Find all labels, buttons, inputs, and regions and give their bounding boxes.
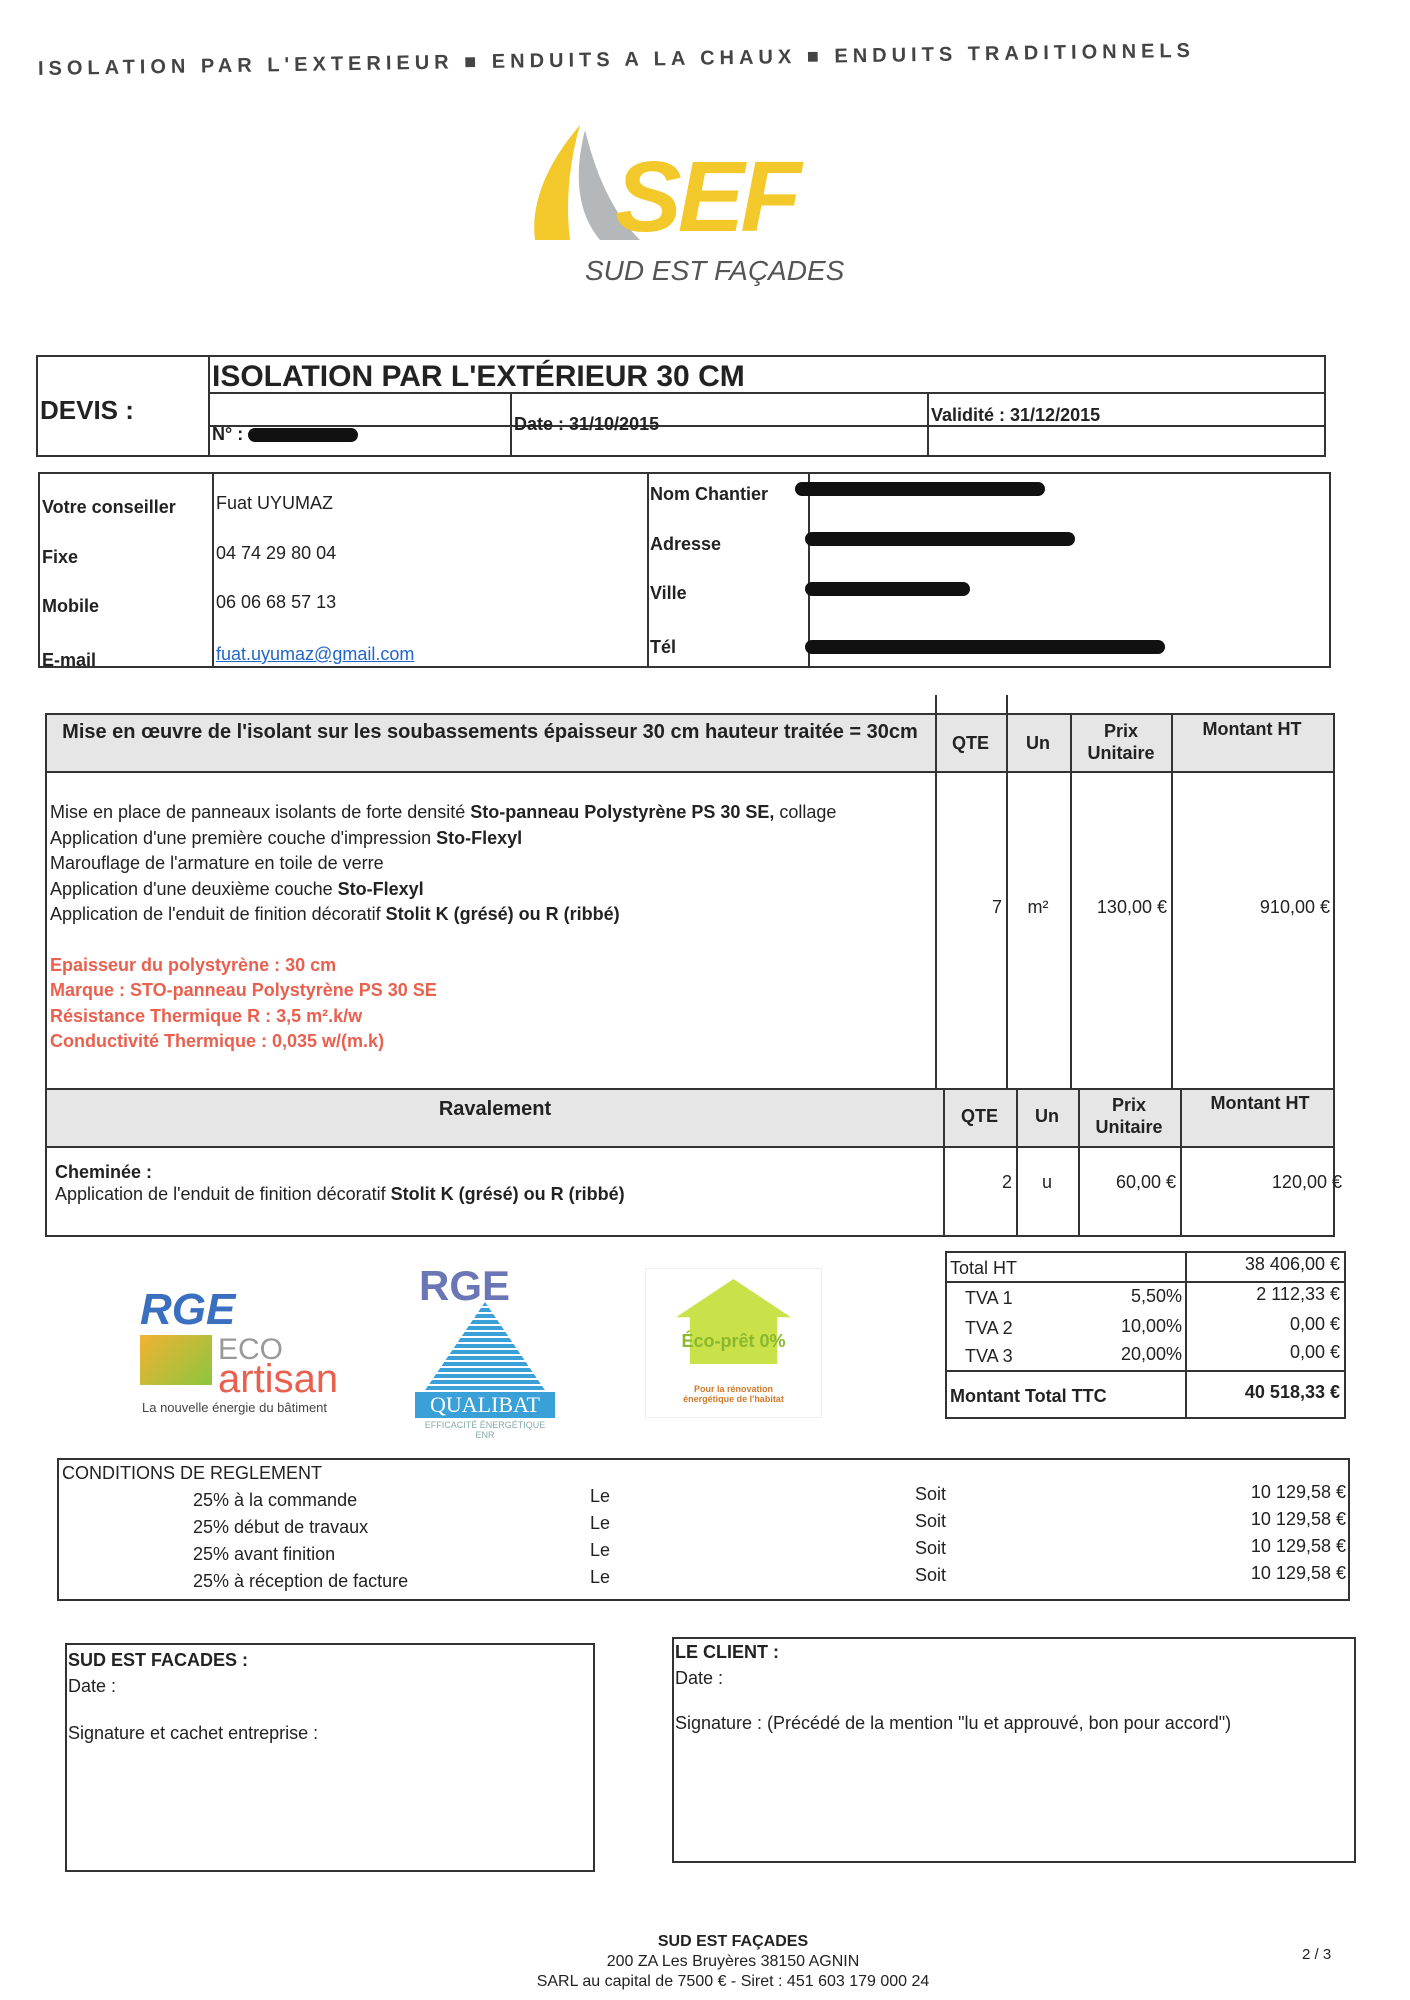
section2-pu: 60,00 € (1115, 1172, 1176, 1192)
tva3-rate: 20,00% (1120, 1344, 1182, 1364)
eco-text: ECO (218, 1333, 284, 1366)
rge2-text: RGE (419, 1262, 511, 1309)
footer-address: 200 ZA Les Bruyères 38150 AGNIN (606, 1953, 860, 1970)
tva1-amount: 2 112,33 € (1256, 1284, 1340, 1304)
tva3-label: TVA 3 (965, 1346, 1013, 1366)
ttc-label: Montant Total TTC (950, 1386, 1107, 1406)
col-qte: QTE (951, 733, 989, 753)
col2-pu: Prix Unitaire (1095, 1095, 1163, 1137)
company-logo (510, 120, 940, 300)
section1-qte: 7 (991, 897, 1002, 917)
conditions-title: CONDITIONS DE REGLEMENT (62, 1463, 323, 1483)
email-label: E-mail (42, 650, 97, 670)
section2-montant: 120,00 € (1271, 1172, 1342, 1192)
col-montant: Montant HT (1202, 719, 1302, 739)
section2-line: Application de l'enduit de finition décoratif Stolit K (grésé) ou R (ribbé) (55, 1184, 625, 1204)
email-link[interactable]: fuat.uyumaz@gmail.com (216, 644, 415, 664)
redacted-address (805, 532, 1075, 546)
qualibat-text: QUALIBAT (415, 1392, 555, 1418)
company-signature-box[interactable] (65, 1643, 595, 1872)
logo-text: SEF (615, 141, 798, 253)
devis-number-label: N° : (212, 424, 244, 444)
condition-row: 25% avant finition Le Soit 10 129,58 € (193, 1536, 1346, 1564)
qualibat-subtext: EFFICACITÉ ÉNERGÉTIQUE ENR (424, 1420, 546, 1440)
conditions-rows (0, 1482, 1410, 1598)
col2-montant: Montant HT (1210, 1093, 1310, 1113)
redacted-number (248, 428, 358, 442)
eco-pret-text: Éco-prêt 0% (681, 1331, 786, 1351)
section1-montant: 910,00 € (1259, 897, 1330, 917)
rge-qualibat-logo (415, 1262, 555, 1440)
mobile-value: 06 06 68 57 13 (216, 592, 337, 612)
fixe-label: Fixe (42, 547, 79, 567)
spec-3: Résistance Thermique R : 3,5 m².k/w (50, 1005, 363, 1026)
section1-lines (50, 800, 836, 1055)
client-date: Date : (675, 1668, 724, 1688)
total-ht-value: 38 406,00 € (1244, 1254, 1340, 1274)
eco-pret-subtext: Pour la rénovation énergétique de l'habitat (683, 1384, 784, 1404)
section2-item: Cheminée : (55, 1162, 153, 1182)
tva1-rate: 5,50% (1130, 1286, 1182, 1306)
footer-legal: SARL au capital de 7500 € - Siret : 451 603 179 000 24 (536, 1973, 930, 1990)
advisor-name: Fuat UYUMAZ (216, 493, 334, 513)
company-date: Date : (68, 1676, 117, 1696)
tva2-amount: 0,00 € (1289, 1314, 1340, 1334)
tva1-label: TVA 1 (965, 1288, 1013, 1308)
section1-pu: 130,00 € (1096, 897, 1167, 917)
ttc-value: 40 518,33 € (1244, 1382, 1340, 1402)
city-label: Ville (650, 583, 687, 603)
tel-label: Tél (650, 637, 677, 657)
company-sign-label: Signature et cachet entreprise : (68, 1723, 319, 1743)
section1-un: m² (1027, 897, 1049, 917)
col2-un: Un (1035, 1106, 1059, 1126)
condition-row: 25% à la commande Le Soit 10 129,58 € (193, 1482, 1346, 1510)
site-label: Nom Chantier (650, 484, 769, 504)
condition-row: 25% à réception de facture Le Soit 10 129,58 € (193, 1563, 1346, 1591)
col-pu: Prix Unitaire (1087, 721, 1155, 763)
logo-subtitle: SUD EST FAÇADES (585, 255, 845, 286)
devis-validity: Validité : 31/12/2015 (931, 405, 1101, 425)
line-5: Application de l'enduit de finition décoratif Stolit K (grésé) ou R (ribbé) (50, 904, 620, 924)
client-signature-box[interactable] (672, 1637, 1356, 1863)
col2-qte: QTE (960, 1106, 998, 1126)
spec-4: Conductivité Thermique : 0,035 w/(m.k) (50, 1031, 385, 1051)
tva2-rate: 10,00% (1120, 1316, 1182, 1336)
devis-title: ISOLATION PAR L'EXTÉRIEUR 30 CM (212, 360, 745, 393)
condition-row: 25% début de travaux Le Soit 10 129,58 € (193, 1509, 1346, 1537)
artisan-text: artisan (218, 1357, 339, 1401)
devis-date: Date : 31/10/2015 (514, 414, 660, 434)
section2-qte: 2 (1001, 1172, 1012, 1192)
eco-pret-logo (645, 1268, 822, 1418)
total-ht-label: Total HT (950, 1258, 1018, 1278)
spec-2: Marque : STO-panneau Polystyrène PS 30 SE (50, 980, 437, 1000)
footer-company: SUD EST FAÇADES (657, 1933, 809, 1950)
artisan-tagline: La nouvelle énergie du bâtiment (142, 1400, 328, 1415)
mobile-label: Mobile (42, 596, 99, 616)
line-1: Mise en place de panneaux isolants de forte densité Sto-panneau Polystyrène PS 30 SE, collage (50, 802, 837, 822)
company-title: SUD EST FACADES : (68, 1650, 249, 1670)
tva3-amount: 0,00 € (1289, 1342, 1340, 1362)
header-tagline: ISOLATION PAR L'EXTERIEUR ■ ENDUITS A LA CHAUX ■ ENDUITS TRADITIONNELS (37, 39, 1196, 80)
redacted-tel (805, 640, 1165, 654)
line-4: Application d'une deuxième couche Sto-Flexyl (50, 878, 424, 899)
tva2-label: TVA 2 (965, 1318, 1013, 1338)
redacted-site (795, 482, 1045, 496)
qualibat-pyramid-icon (417, 1302, 553, 1402)
line-3: Marouflage de l'armature en toile de verre (50, 853, 384, 873)
section2-title: Ravalement (438, 1098, 552, 1120)
advisor-label: Votre conseiller (42, 497, 176, 517)
line-2: Application d'une première couche d'impression Sto-Flexyl (50, 827, 523, 848)
section1-title: Mise en œuvre de l'isolant sur les soubassements épaisseur 30 cm hauteur traitée = 30cm (62, 721, 918, 743)
address-label: Adresse (650, 534, 722, 554)
page-number: 2 / 3 (1302, 1946, 1332, 1963)
devis-label: DEVIS : (40, 395, 134, 425)
section2-un: u (1041, 1172, 1052, 1192)
rge-text: RGE (140, 1285, 236, 1334)
client-title: LE CLIENT : (675, 1642, 779, 1662)
client-sign-label: Signature : (Précédé de la mention "lu et approuvé, bon pour accord") (675, 1713, 1232, 1733)
rge-eco-artisan-logo (138, 1285, 368, 1415)
spec-1: Epaisseur du polystyrène : 30 cm (50, 954, 337, 975)
fixe-value: 04 74 29 80 04 (216, 543, 337, 563)
green-square-icon (140, 1335, 212, 1385)
redacted-city (805, 582, 970, 596)
col-un: Un (1026, 733, 1050, 753)
